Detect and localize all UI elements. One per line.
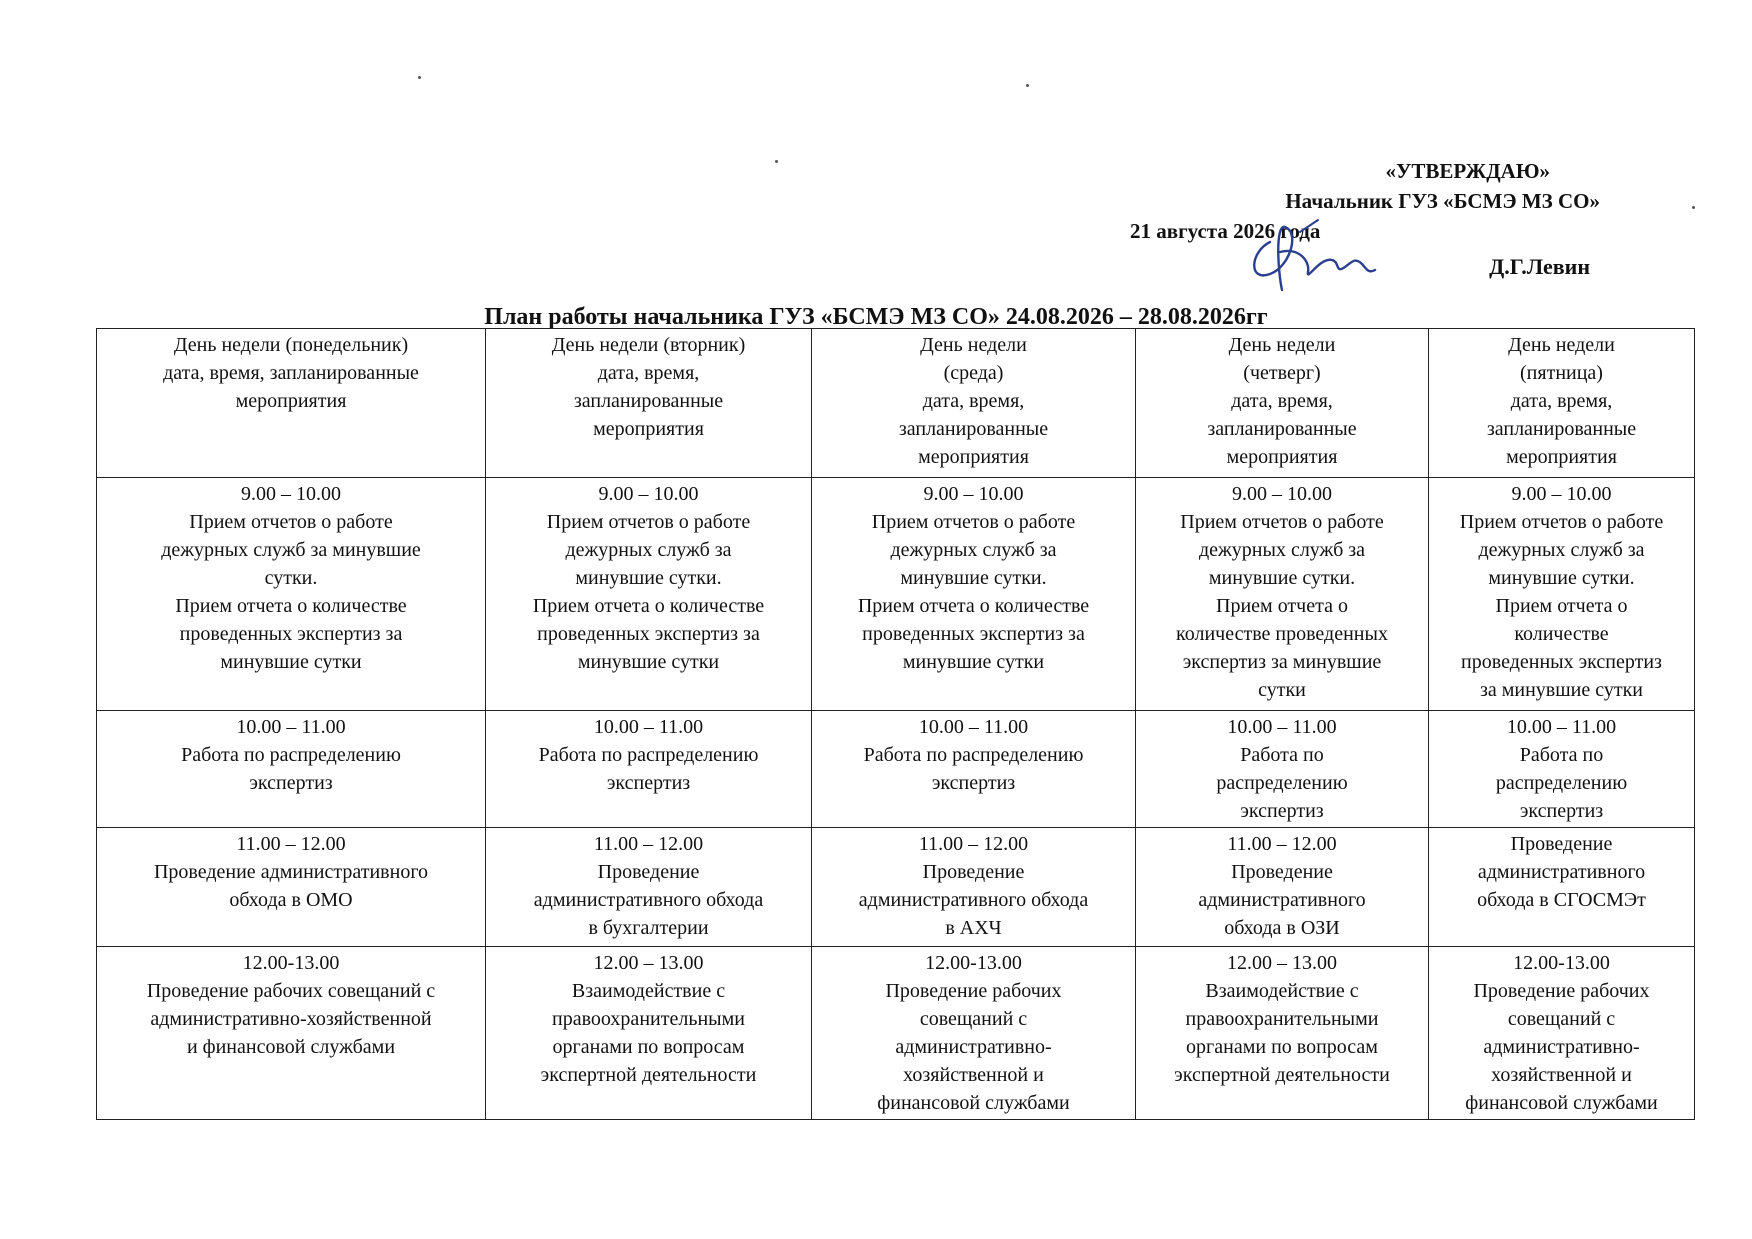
scan-speck xyxy=(775,160,778,163)
table-cell: 12.00 – 13.00 Взаимодействие с правоохранительными органами по вопросам экспертной деятельности xyxy=(1136,947,1429,1120)
table-cell: 11.00 – 12.00 Проведение административного обхода в ОЗИ xyxy=(1136,828,1429,947)
table-cell: 10.00 – 11.00 Работа по распределению экспертиз xyxy=(486,711,812,828)
table-cell: 12.00-13.00 Проведение рабочих совещаний с административно-хозяйственной и финансовой службами xyxy=(97,947,486,1120)
table-cell: 9.00 – 10.00 Прием отчетов о работе дежурных служб за минувшие сутки. Прием отчета о количестве проведенных экспертиз за минувшие сутки xyxy=(1429,478,1695,711)
approval-position: Начальник ГУЗ «БСМЭ МЗ СО» xyxy=(1285,189,1600,213)
table-cell: 11.00 – 12.00 Проведение административного обхода в АХЧ xyxy=(812,828,1136,947)
table-cell: 10.00 – 11.00 Работа по распределению экспертиз xyxy=(812,711,1136,828)
approval-heading: «УТВЕРЖДАЮ» xyxy=(1385,159,1550,183)
scan-speck xyxy=(1692,206,1695,209)
header-wednesday: День недели (среда) дата, время, запланированные мероприятия xyxy=(812,329,1136,478)
approval-name: Д.Г.Левин xyxy=(1489,254,1590,279)
table-cell: 11.00 – 12.00 Проведение административного обхода в бухгалтерии xyxy=(486,828,812,947)
header-tuesday: День недели (вторник) дата, время, запланированные мероприятия xyxy=(486,329,812,478)
table-cell: 10.00 – 11.00 Работа по распределению экспертиз xyxy=(1429,711,1695,828)
table-cell: 9.00 – 10.00 Прием отчетов о работе дежурных служб за минувшие сутки. Прием отчета о количестве проведенных экспертиз за минувшие сутки xyxy=(1136,478,1429,711)
schedule-table xyxy=(96,328,1695,1120)
scan-speck xyxy=(1026,84,1029,87)
approval-date: 21 августа 2026 года xyxy=(1130,219,1321,243)
table-cell: Проведение административного обхода в СГОСМЭт xyxy=(1429,828,1695,947)
document-title: План работы начальника ГУЗ «БСМЭ МЗ СО» 24.08.2026 – 28.08.2026гг xyxy=(484,304,1268,330)
table-cell: 12.00 – 13.00 Взаимодействие с правоохранительными органами по вопросам экспертной деятельности xyxy=(486,947,812,1120)
table-cell: 12.00-13.00 Проведение рабочих совещаний с административно- хозяйственной и финансовой службами xyxy=(812,947,1136,1120)
header-friday: День недели (пятница) дата, время, запланированные мероприятия xyxy=(1429,329,1695,478)
scan-speck xyxy=(418,76,421,79)
table-cell: 12.00-13.00 Проведение рабочих совещаний с административно- хозяйственной и финансовой службами xyxy=(1429,947,1695,1120)
table-row xyxy=(97,711,1695,828)
table-cell: 10.00 – 11.00 Работа по распределению экспертиз xyxy=(97,711,486,828)
table-cell: 9.00 – 10.00 Прием отчетов о работе дежурных служб за минувшие сутки. Прием отчета о количестве проведенных экспертиз за минувшие сутки xyxy=(97,478,486,711)
table-row xyxy=(97,947,1695,1120)
table-cell: 11.00 – 12.00 Проведение административного обхода в ОМО xyxy=(97,828,486,947)
table-cell: 9.00 – 10.00 Прием отчетов о работе дежурных служб за минувшие сутки. Прием отчета о количестве проведенных экспертиз за минувшие сутки xyxy=(486,478,812,711)
table-row xyxy=(97,478,1695,711)
table-cell: 10.00 – 11.00 Работа по распределению экспертиз xyxy=(1136,711,1429,828)
table-cell: 9.00 – 10.00 Прием отчетов о работе дежурных служб за минувшие сутки. Прием отчета о количестве проведенных экспертиз за минувшие сутки xyxy=(812,478,1136,711)
handwritten-signature xyxy=(1240,212,1390,302)
table-row xyxy=(97,828,1695,947)
table-header-row xyxy=(97,329,1695,478)
header-thursday: День недели (четверг) дата, время, запланированные мероприятия xyxy=(1136,329,1429,478)
header-monday: День недели (понедельник) дата, время, запланированные мероприятия xyxy=(97,329,486,478)
